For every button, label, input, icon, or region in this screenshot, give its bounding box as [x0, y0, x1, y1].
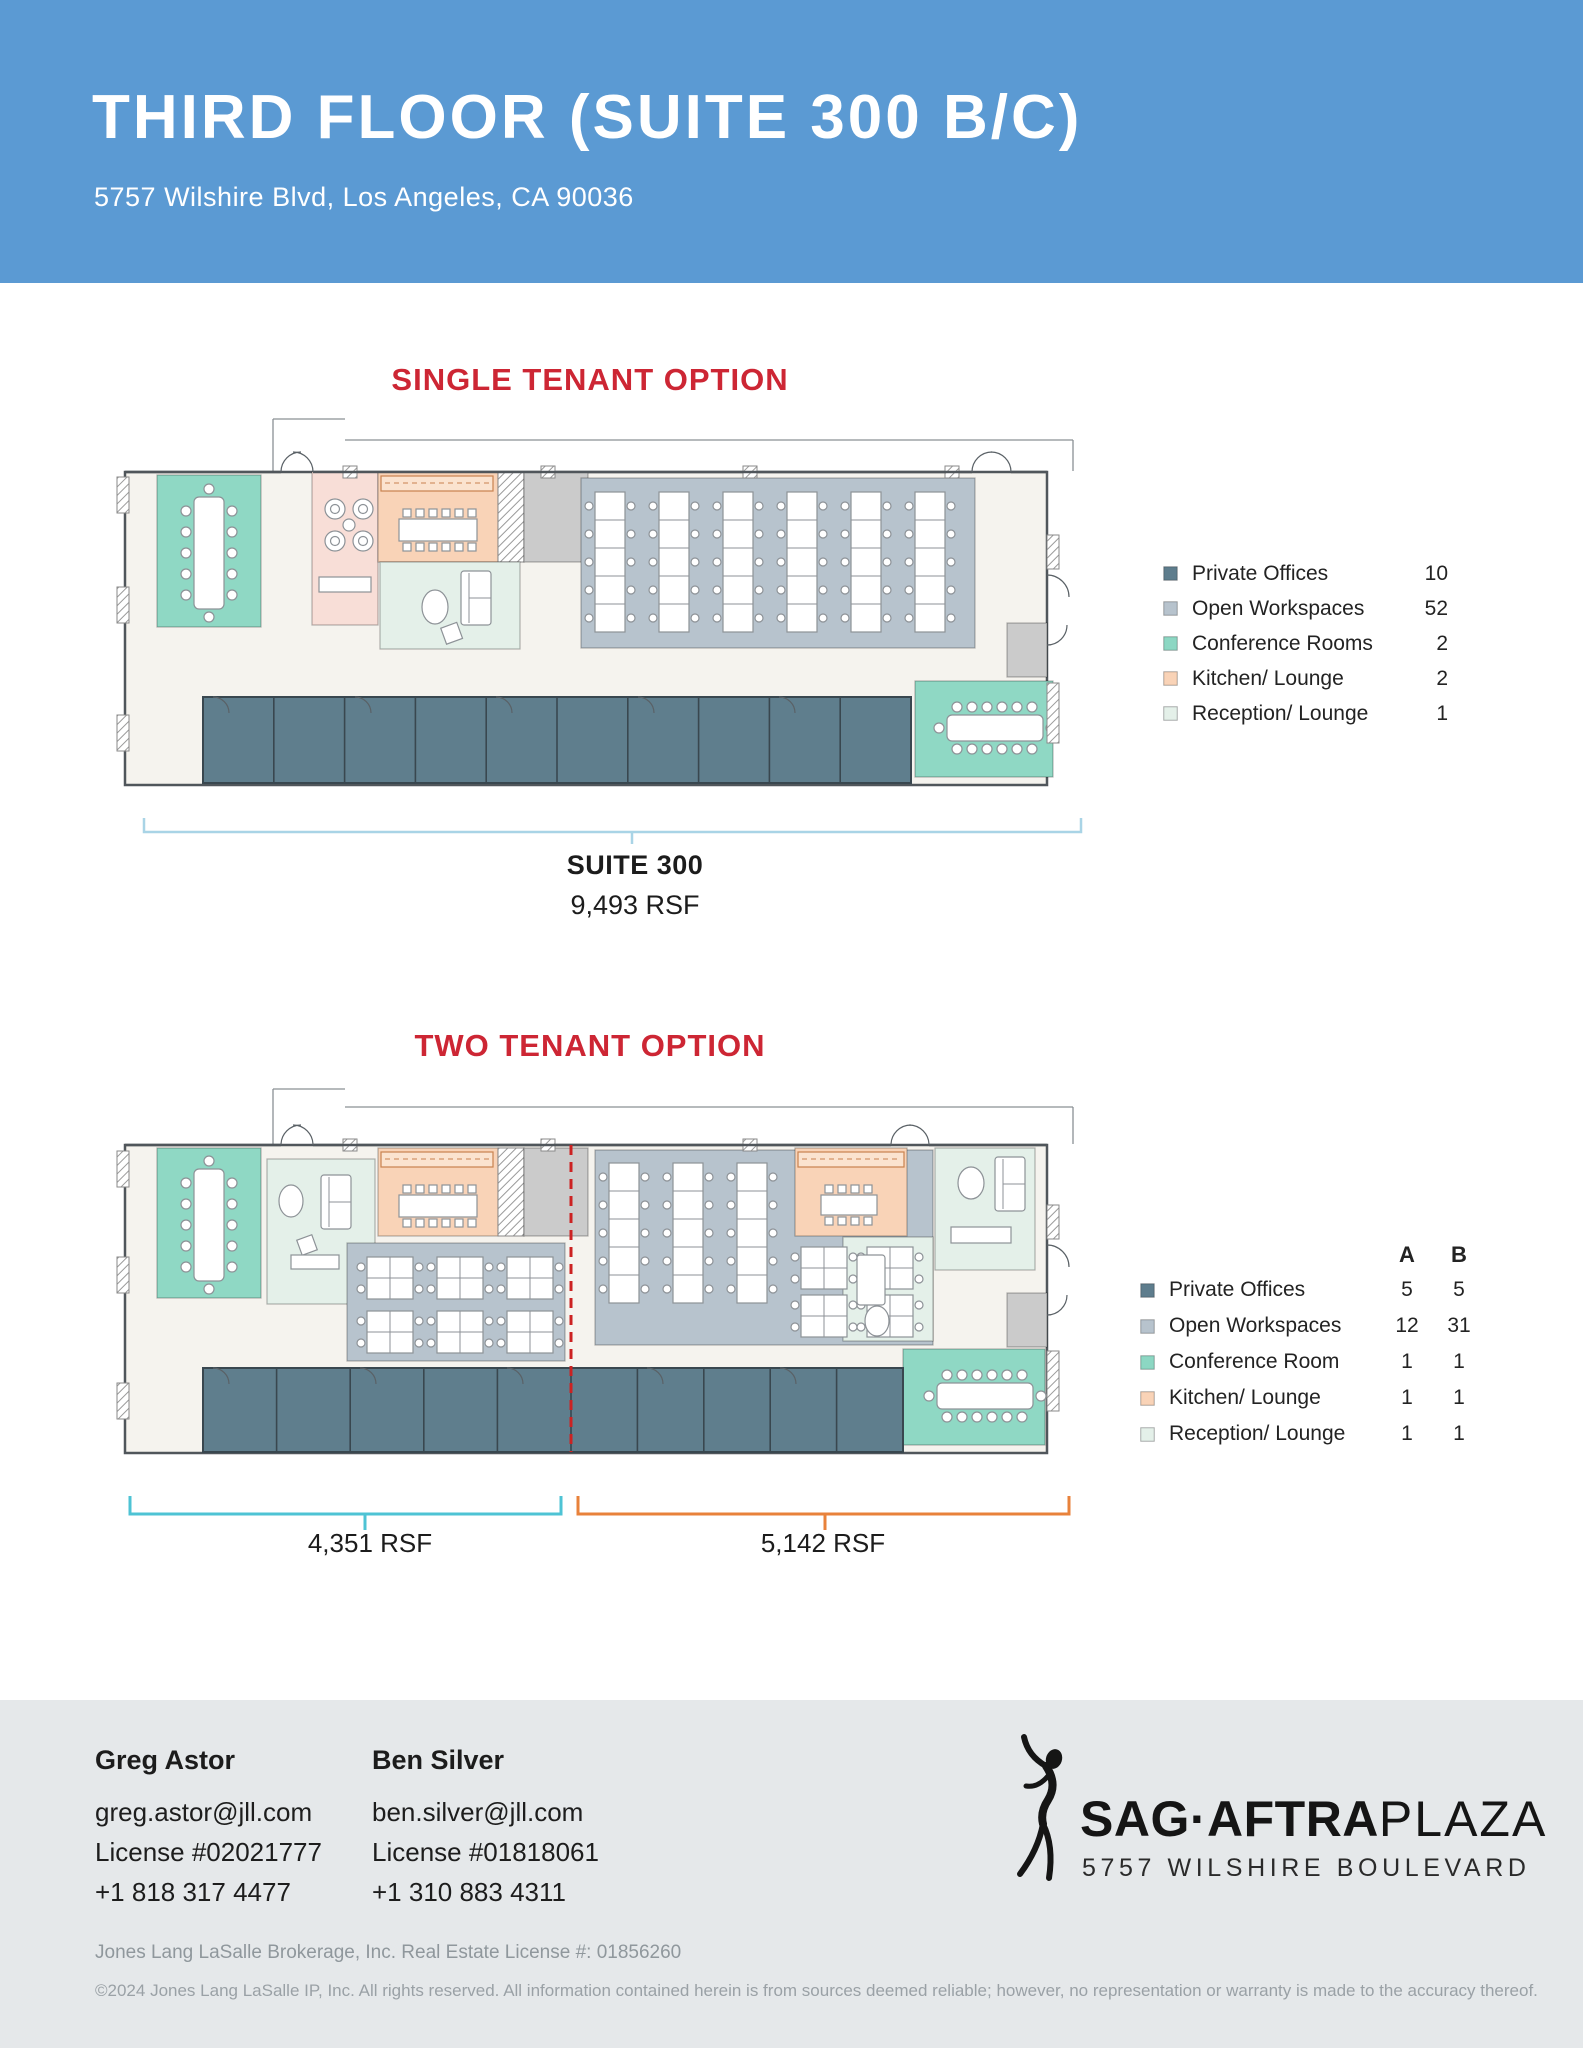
- brand-wordmark: [1080, 1790, 1547, 1848]
- reception-desk-b: [951, 1227, 1011, 1243]
- vestibule-zone: [1007, 623, 1047, 677]
- contact-name: Greg Astor: [95, 1745, 236, 1775]
- tenant-dimension-brackets: [125, 1488, 1075, 1534]
- footer: [0, 1700, 1583, 2048]
- two-tenant-section-title: TWO TENANT OPTION: [414, 1028, 766, 1063]
- sag-aftra-dancer-logo-icon: [1012, 1732, 1076, 1887]
- single-tenant-legend: [1163, 556, 1448, 731]
- column-b-header: B: [1451, 1242, 1467, 1267]
- contact-license: License #01818061: [372, 1837, 599, 1867]
- vestibule-zone: [1007, 1293, 1047, 1347]
- conference-rooms-swatch-icon: [1163, 636, 1178, 651]
- legend-row: Kitchen/ Lounge 1 1: [1140, 1380, 1485, 1416]
- contact-phone: +1 818 317 4477: [95, 1877, 291, 1907]
- open-workspaces-swatch-icon: [1140, 1319, 1155, 1334]
- sag-aftra-plaza-logo: [1012, 1732, 1548, 1902]
- kitchen-lounge-swatch-icon: [1163, 671, 1178, 686]
- reception-desk-a: [291, 1255, 339, 1269]
- brand-address: 5757 WILSHIRE BOULEVARD: [1082, 1854, 1531, 1882]
- suite-a-bracket: [130, 1496, 561, 1530]
- license-disclaimer: Jones Lang LaSalle Brokerage, Inc. Real Estate License #: 01856260: [95, 1942, 682, 1963]
- two-tenant-legend: [1140, 1238, 1485, 1452]
- utility-zone: [524, 1148, 588, 1236]
- private-offices-strip: [203, 1368, 903, 1452]
- legend-row: Conference Rooms 2: [1163, 626, 1448, 661]
- page-address: 5757 Wilshire Blvd, Los Angeles, CA 90036: [94, 182, 634, 212]
- single-tenant-floor-plan: [95, 415, 1085, 810]
- reception-desk: [319, 577, 371, 592]
- suite-rsf: 9,493 RSF: [570, 890, 700, 920]
- legend-row: Open Workspaces 52: [1163, 591, 1448, 626]
- header-banner: [0, 0, 1583, 283]
- suite-b-rsf: 5,142 RSF: [760, 1528, 886, 1558]
- column-a-header: A: [1399, 1242, 1415, 1267]
- contact-card: [95, 1745, 322, 1912]
- legend-row: Kitchen/ Lounge 2: [1163, 661, 1448, 696]
- contact-license: License #02021777: [95, 1837, 322, 1867]
- suite-300-dimension-bracket: [140, 810, 1085, 846]
- building-exterior-lines: [273, 1089, 1073, 1144]
- open-workspaces-swatch-icon: [1163, 601, 1178, 616]
- kitchen-lounge-swatch-icon: [1140, 1391, 1155, 1406]
- conference-room-swatch-icon: [1140, 1355, 1155, 1370]
- building-exterior-lines: [273, 419, 1073, 471]
- shaft-hatch: [498, 1148, 524, 1236]
- reception-lounge-swatch-icon: [1140, 1427, 1155, 1442]
- utility-zone: [524, 472, 588, 562]
- two-tenant-floor-plan: [95, 1085, 1085, 1465]
- suite-a-rsf: 4,351 RSF: [307, 1528, 433, 1558]
- legend-header-row: [1140, 1238, 1485, 1272]
- private-offices-swatch-icon: [1163, 566, 1178, 581]
- shaft-hatch: [498, 472, 524, 562]
- brand-sag-aftra: SAG·AFTRA: [1080, 1791, 1379, 1847]
- private-offices-swatch-icon: [1140, 1283, 1155, 1298]
- legend-row: Private Offices 10: [1163, 556, 1448, 591]
- contact-card: [372, 1745, 599, 1912]
- contact-email: greg.astor@jll.com: [95, 1797, 313, 1827]
- legend-row: Reception/ Lounge 1: [1163, 696, 1448, 731]
- suite-b-bracket: [578, 1496, 1069, 1530]
- legend-row: Conference Room 1 1: [1140, 1344, 1485, 1380]
- contact-phone: +1 310 883 4311: [372, 1877, 566, 1907]
- contact-email: ben.silver@jll.com: [372, 1797, 584, 1827]
- contact-name: Ben Silver: [372, 1745, 505, 1775]
- copyright-disclaimer: ©2024 Jones Lang LaSalle IP, Inc. All rights reserved. All information contained herein is from sources deemed reliable; however, no representation or warranty is made to the accuracy thereof.: [95, 1981, 1538, 2000]
- suite-label: SUITE 300: [566, 850, 704, 880]
- single-tenant-section-title: SINGLE TENANT OPTION: [391, 362, 789, 397]
- reception-lounge-swatch-icon: [1163, 706, 1178, 721]
- legend-row: Reception/ Lounge 1 1: [1140, 1416, 1485, 1452]
- brand-plaza: PLAZA: [1378, 1791, 1548, 1847]
- private-offices-strip: [203, 697, 911, 783]
- legend-row: Open Workspaces 12 31: [1140, 1308, 1485, 1344]
- legend-row: Private Offices 5 5: [1140, 1272, 1485, 1308]
- page-title: THIRD FLOOR (SUITE 300 B/C): [92, 83, 1083, 152]
